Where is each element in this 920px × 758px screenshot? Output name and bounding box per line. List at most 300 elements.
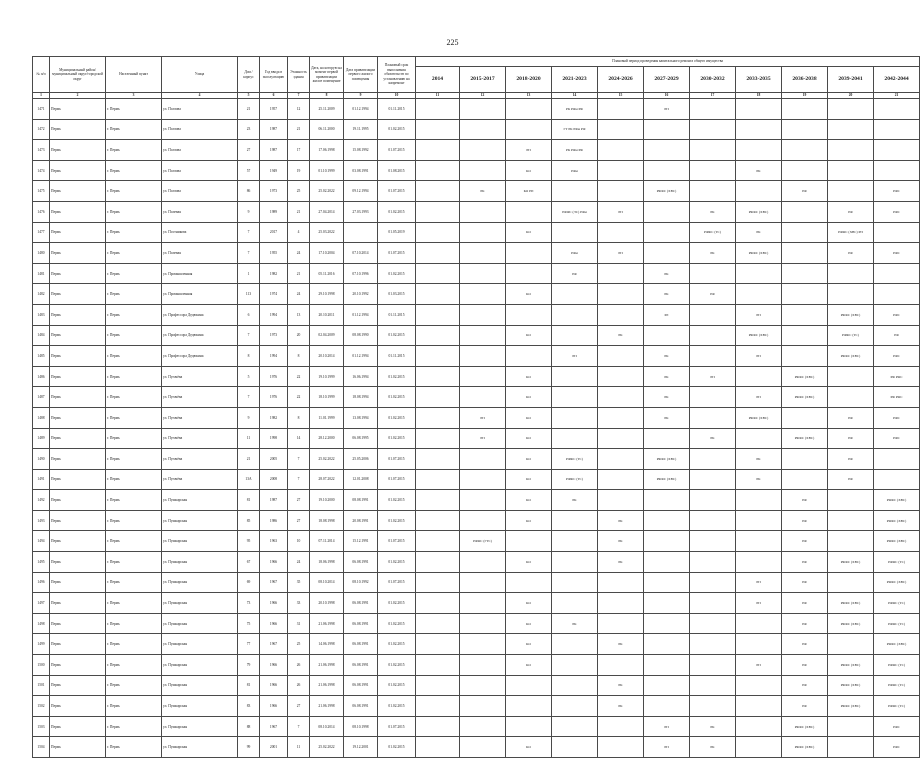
table-cell: 08.10.1998	[344, 716, 378, 737]
table-cell: РФФС (ТС)	[874, 675, 920, 696]
table-cell: Пермь	[50, 99, 106, 120]
table-cell: 1957	[260, 99, 288, 120]
table-cell: РФС	[874, 407, 920, 428]
table-cell: 03.08.1991	[344, 160, 378, 181]
table-cell: РФФС (ХВС)	[874, 531, 920, 552]
table-cell: РФФС (ТС)	[552, 449, 598, 470]
table-cell: РК	[690, 243, 736, 264]
table-cell: 11	[288, 737, 310, 758]
table-cell: РК	[736, 449, 782, 470]
table-cell: Пермь	[50, 346, 106, 367]
table-cell: РФС	[874, 716, 920, 737]
table-cell: РП	[644, 99, 690, 120]
table-cell: РК	[690, 428, 736, 449]
column-number: 12	[460, 93, 506, 99]
table-cell: РК	[644, 346, 690, 367]
table-cell: г. Пермь	[106, 737, 162, 758]
table-cell: РК	[598, 696, 644, 717]
table-cell	[874, 160, 920, 181]
table-cell	[736, 490, 782, 511]
table-cell: 01.07.2015	[378, 243, 416, 264]
table-cell: 01.12.1994	[344, 99, 378, 120]
table-cell: 1487	[33, 387, 50, 408]
table-cell: 06.08.1991	[344, 675, 378, 696]
table-cell	[782, 469, 828, 490]
table-cell: 8	[288, 346, 310, 367]
table-cell: 01.02.2015	[378, 119, 416, 140]
table-cell	[828, 284, 874, 305]
table-cell: 1987	[260, 119, 288, 140]
table-cell: г. Пермь	[106, 716, 162, 737]
header-no: № п/п	[33, 57, 50, 93]
table-cell: 9	[238, 407, 260, 428]
table-cell: г. Пермь	[106, 346, 162, 367]
table-cell	[598, 160, 644, 181]
table-cell: 21.06.1998	[310, 655, 344, 676]
table-cell	[460, 572, 506, 593]
table-cell: 06.08.1995	[344, 428, 378, 449]
table-cell: ул. Пугачёва	[162, 449, 238, 470]
table-cell	[690, 387, 736, 408]
table-cell: Пермь	[50, 469, 106, 490]
table-cell: г. Пермь	[106, 655, 162, 676]
table-cell: 2008	[260, 469, 288, 490]
table-cell	[506, 243, 552, 264]
table-cell	[690, 160, 736, 181]
table-cell: РФС	[874, 201, 920, 222]
column-number: 20	[828, 93, 874, 99]
table-cell	[416, 655, 460, 676]
table-cell	[874, 119, 920, 140]
table-cell: 1974	[260, 284, 288, 305]
table-cell: РФС	[874, 428, 920, 449]
table-cell: 1973	[260, 325, 288, 346]
table-cell	[782, 263, 828, 284]
table-cell: 26	[288, 675, 310, 696]
table-row	[33, 572, 920, 593]
table-cell: 1499	[33, 634, 50, 655]
table-cell: 15.08.1992	[344, 140, 378, 161]
table-cell: РП	[598, 201, 644, 222]
table-cell: РФФС (ХВС)	[828, 346, 874, 367]
table-cell: 21	[238, 99, 260, 120]
table-cell: 4	[288, 222, 310, 243]
table-cell	[736, 675, 782, 696]
table-cell	[552, 304, 598, 325]
table-cell: 06.11.2000	[310, 119, 344, 140]
table-cell	[598, 222, 644, 243]
table-cell	[736, 613, 782, 634]
header-year-2036-2038: 2036-2038	[782, 67, 828, 93]
table-cell: г. Пермь	[106, 181, 162, 202]
table-cell	[416, 346, 460, 367]
table-cell: КО РП	[506, 181, 552, 202]
table-cell: 1986	[260, 510, 288, 531]
table-cell	[690, 613, 736, 634]
table-row	[33, 655, 920, 676]
table-cell	[506, 346, 552, 367]
table-cell: г. Пермь	[106, 366, 162, 387]
table-cell: 1966	[260, 696, 288, 717]
table-cell: 01.02.2015	[378, 552, 416, 573]
table-cell: 2005	[260, 449, 288, 470]
table-cell: 1471	[33, 99, 50, 120]
table-cell	[644, 201, 690, 222]
table-cell: КО	[506, 387, 552, 408]
table-cell: РЛ	[644, 304, 690, 325]
table-cell	[736, 263, 782, 284]
table-cell	[782, 243, 828, 264]
table-cell: 01.12.1994	[344, 304, 378, 325]
table-cell	[416, 469, 460, 490]
table-cell	[690, 140, 736, 161]
table-cell	[736, 510, 782, 531]
table-cell	[644, 140, 690, 161]
table-cell: 09.12.1994	[344, 181, 378, 202]
table-cell	[690, 263, 736, 284]
table-cell: 1481	[33, 263, 50, 284]
header-year-2015-2017: 2015-2017	[460, 67, 506, 93]
table-cell	[782, 284, 828, 305]
table-cell: Пермь	[50, 284, 106, 305]
table-cell: 18.08.1998	[310, 510, 344, 531]
table-cell: 17	[288, 140, 310, 161]
table-cell: 01.11.2015	[378, 304, 416, 325]
table-cell	[552, 407, 598, 428]
table-cell: 7	[288, 449, 310, 470]
table-cell	[460, 490, 506, 511]
table-cell: РФ	[782, 675, 828, 696]
table-cell: РК	[644, 366, 690, 387]
table-cell	[460, 325, 506, 346]
table-cell: 79	[238, 655, 260, 676]
table-cell: РФФС (ХВС)	[736, 201, 782, 222]
table-cell	[598, 407, 644, 428]
table-cell: г. Пермь	[106, 140, 162, 161]
table-cell: Пермь	[50, 140, 106, 161]
table-cell	[598, 366, 644, 387]
table-cell: 1949	[260, 160, 288, 181]
table-cell	[460, 737, 506, 758]
table-cell: Пермь	[50, 325, 106, 346]
table-cell: 1483	[33, 304, 50, 325]
table-cell	[736, 366, 782, 387]
table-cell: РК	[644, 387, 690, 408]
table-cell: 1955	[260, 243, 288, 264]
table-cell: 11.01.1999	[310, 407, 344, 428]
table-cell: РФ	[690, 284, 736, 305]
table-cell: 01.07.2015	[378, 181, 416, 202]
table-cell	[460, 222, 506, 243]
table-cell: Пермь	[50, 634, 106, 655]
table-cell: 08.10.2014	[310, 716, 344, 737]
header-year-2018-2020: 2018-2020	[506, 67, 552, 93]
table-cell: ул. Пушкарская	[162, 531, 238, 552]
table-cell: ул. Пушкарская	[162, 696, 238, 717]
table-cell	[874, 263, 920, 284]
table-cell: РФ	[828, 243, 874, 264]
table-cell: РФФС (ХВС)	[874, 634, 920, 655]
table-cell	[644, 675, 690, 696]
table-cell	[782, 160, 828, 181]
header-year-2033-2035: 2033-2035	[736, 67, 782, 93]
table-cell	[416, 304, 460, 325]
table-cell	[460, 243, 506, 264]
table-cell: 08.10.1992	[344, 572, 378, 593]
table-cell: 01.08.2015	[378, 160, 416, 181]
table-cell: г. Пермь	[106, 222, 162, 243]
table-cell	[416, 490, 460, 511]
table-cell: РФ РФС	[874, 366, 920, 387]
table-cell: 7	[238, 222, 260, 243]
table-row	[33, 531, 920, 552]
table-cell: 7	[238, 387, 260, 408]
table-cell: 1	[238, 263, 260, 284]
table-cell: 27.04.2014	[310, 201, 344, 222]
table-cell: 1474	[33, 160, 50, 181]
table-row	[33, 387, 920, 408]
table-row	[33, 613, 920, 634]
table-cell: ул. Пушкарская	[162, 613, 238, 634]
table-row	[33, 490, 920, 511]
table-cell	[598, 449, 644, 470]
table-cell	[416, 387, 460, 408]
table-cell: РФ	[782, 181, 828, 202]
table-cell: 02.04.2009	[310, 325, 344, 346]
table-cell	[736, 119, 782, 140]
table-cell: РФФС (ТС)	[874, 552, 920, 573]
table-cell: РП	[736, 387, 782, 408]
table-cell: 77	[238, 634, 260, 655]
table-cell: РК	[644, 284, 690, 305]
table-cell: 27	[288, 696, 310, 717]
header-year-2014: 2014	[416, 67, 460, 93]
table-cell: РК	[598, 634, 644, 655]
table-cell: г. Пермь	[106, 119, 162, 140]
table-cell	[690, 181, 736, 202]
capital-repair-table	[32, 56, 920, 758]
table-cell: 28.07.2022	[310, 469, 344, 490]
column-number: 15	[598, 93, 644, 99]
table-cell: РК	[598, 675, 644, 696]
table-cell	[828, 634, 874, 655]
table-cell: 13.08.1994	[344, 407, 378, 428]
table-cell: 01.02.2015	[378, 655, 416, 676]
table-row	[33, 243, 920, 264]
table-cell: РФФС (ХВС)	[736, 325, 782, 346]
table-cell: 1492	[33, 490, 50, 511]
table-cell	[598, 346, 644, 367]
table-cell: 06.08.1991	[344, 696, 378, 717]
table-cell: КО	[506, 449, 552, 470]
table-cell: РФФС (ГТС)	[460, 531, 506, 552]
table-cell: 21.06.1998	[310, 613, 344, 634]
table-cell: 1976	[260, 366, 288, 387]
table-row	[33, 469, 920, 490]
table-row	[33, 201, 920, 222]
table-cell	[828, 366, 874, 387]
table-cell: Пермь	[50, 428, 106, 449]
table-cell	[690, 634, 736, 655]
table-cell: РФ	[828, 201, 874, 222]
table-cell: 1494	[33, 531, 50, 552]
table-cell	[690, 346, 736, 367]
table-cell: ул. Ползова	[162, 140, 238, 161]
table-row	[33, 346, 920, 367]
table-cell	[460, 469, 506, 490]
table-cell: 01.07.2015	[378, 469, 416, 490]
table-cell: 1498	[33, 613, 50, 634]
table-cell	[460, 510, 506, 531]
table-cell: РФФС (ХВС)	[644, 469, 690, 490]
table-cell	[690, 696, 736, 717]
table-cell: РФ	[782, 552, 828, 573]
table-cell: 57	[238, 160, 260, 181]
table-cell: РП	[644, 716, 690, 737]
table-cell: 1994	[260, 346, 288, 367]
table-cell	[828, 510, 874, 531]
table-row	[33, 304, 920, 325]
table-cell	[598, 387, 644, 408]
table-cell: 1973	[260, 181, 288, 202]
table-cell: 1486	[33, 366, 50, 387]
table-cell	[644, 613, 690, 634]
table-cell: РФФС (ХВС)	[828, 552, 874, 573]
table-cell: 27	[238, 140, 260, 161]
table-cell	[460, 160, 506, 181]
table-cell: РФ	[782, 490, 828, 511]
table-cell: 25	[288, 181, 310, 202]
table-cell: РФ	[552, 263, 598, 284]
table-cell: РФ РФС	[874, 387, 920, 408]
table-cell: 05.11.2016	[310, 263, 344, 284]
table-cell	[416, 449, 460, 470]
table-cell: КО	[506, 634, 552, 655]
table-row	[33, 222, 920, 243]
table-cell: 1475	[33, 181, 50, 202]
table-cell: 06.08.1991	[344, 655, 378, 676]
table-cell: 9	[238, 201, 260, 222]
table-cell: 25.11.2009	[310, 99, 344, 120]
table-cell: ул. Профессора Дедюкина	[162, 304, 238, 325]
table-cell: КО	[506, 593, 552, 614]
table-cell: 01.02.2015	[378, 613, 416, 634]
table-cell	[690, 531, 736, 552]
table-cell: РФФС (ТС)	[828, 325, 874, 346]
table-cell: РФФС (ХВС)	[828, 613, 874, 634]
table-cell: 8	[238, 346, 260, 367]
header-year-2039-2041: 2039-2041	[828, 67, 874, 93]
table-cell	[874, 469, 920, 490]
header-date-2: Дата приватизации первого жилого помещения	[344, 57, 378, 93]
table-cell: 01.02.2015	[378, 201, 416, 222]
table-cell: Пермь	[50, 737, 106, 758]
table-cell: 01.03.2015	[378, 284, 416, 305]
table-cell: 1502	[33, 696, 50, 717]
table-cell: 1472	[33, 119, 50, 140]
table-cell	[416, 552, 460, 573]
table-cell: КО	[506, 552, 552, 573]
table-cell: РФм	[552, 243, 598, 264]
table-cell: 25.03.2022	[310, 222, 344, 243]
table-cell: РК	[736, 222, 782, 243]
table-cell: РФм	[552, 160, 598, 181]
table-cell: 01.07.2015	[378, 531, 416, 552]
header-year-2027-2029: 2027-2029	[644, 67, 690, 93]
table-cell: 25.02.2022	[310, 737, 344, 758]
table-row	[33, 99, 920, 120]
table-cell	[416, 531, 460, 552]
table-cell: 1966	[260, 593, 288, 614]
table-cell: РФФС (ЭС) РФм	[552, 201, 598, 222]
table-cell	[506, 572, 552, 593]
column-number: 18	[736, 93, 782, 99]
table-cell	[644, 490, 690, 511]
table-cell: Пермь	[50, 655, 106, 676]
table-cell: 17.10.2004	[310, 243, 344, 264]
table-cell: РФФС (ХВС)	[828, 696, 874, 717]
table-cell	[598, 572, 644, 593]
table-cell: РК РФм РФ	[552, 140, 598, 161]
table-cell: 19.10.2000	[310, 490, 344, 511]
table-cell: 1987	[260, 490, 288, 511]
table-cell: 22	[288, 387, 310, 408]
table-cell: 21.06.1998	[310, 696, 344, 717]
table-cell: РФ	[782, 655, 828, 676]
table-cell: 13А	[238, 469, 260, 490]
table-cell: г. Пермь	[106, 284, 162, 305]
table-cell: ул. Полевая	[162, 201, 238, 222]
table-cell	[690, 407, 736, 428]
table-cell: ул. Пушкарская	[162, 490, 238, 511]
column-number: 2	[50, 93, 106, 99]
table-cell: 19.12.2001	[344, 737, 378, 758]
table-cell	[828, 140, 874, 161]
table-cell: г. Пермь	[106, 263, 162, 284]
table-cell: КО	[506, 325, 552, 346]
table-cell: РФС	[874, 304, 920, 325]
table-cell: РП	[552, 346, 598, 367]
table-cell: РК	[598, 531, 644, 552]
table-cell: 18.08.1994	[344, 387, 378, 408]
table-cell: РП	[736, 346, 782, 367]
table-cell	[460, 201, 506, 222]
table-cell: 69	[238, 572, 260, 593]
table-cell	[828, 572, 874, 593]
table-cell: 06.08.1991	[344, 613, 378, 634]
table-cell	[644, 593, 690, 614]
table-cell: ул. Пушкарская	[162, 716, 238, 737]
table-cell	[506, 263, 552, 284]
table-cell: РК	[598, 510, 644, 531]
header-locality: Населенный пункт	[106, 57, 162, 93]
table-cell: РФФС (ХВС)	[874, 490, 920, 511]
table-cell	[552, 284, 598, 305]
column-number: 17	[690, 93, 736, 99]
table-cell: 14.06.1998	[310, 634, 344, 655]
table-cell: КО	[506, 490, 552, 511]
table-cell	[552, 655, 598, 676]
table-cell	[736, 696, 782, 717]
table-cell	[828, 181, 874, 202]
table-cell: г. Пермь	[106, 469, 162, 490]
table-cell: 12	[288, 99, 310, 120]
table-cell: 24	[288, 552, 310, 573]
table-cell: Пермь	[50, 552, 106, 573]
table-row	[33, 263, 920, 284]
table-row	[33, 510, 920, 531]
table-cell: РФ	[782, 510, 828, 531]
